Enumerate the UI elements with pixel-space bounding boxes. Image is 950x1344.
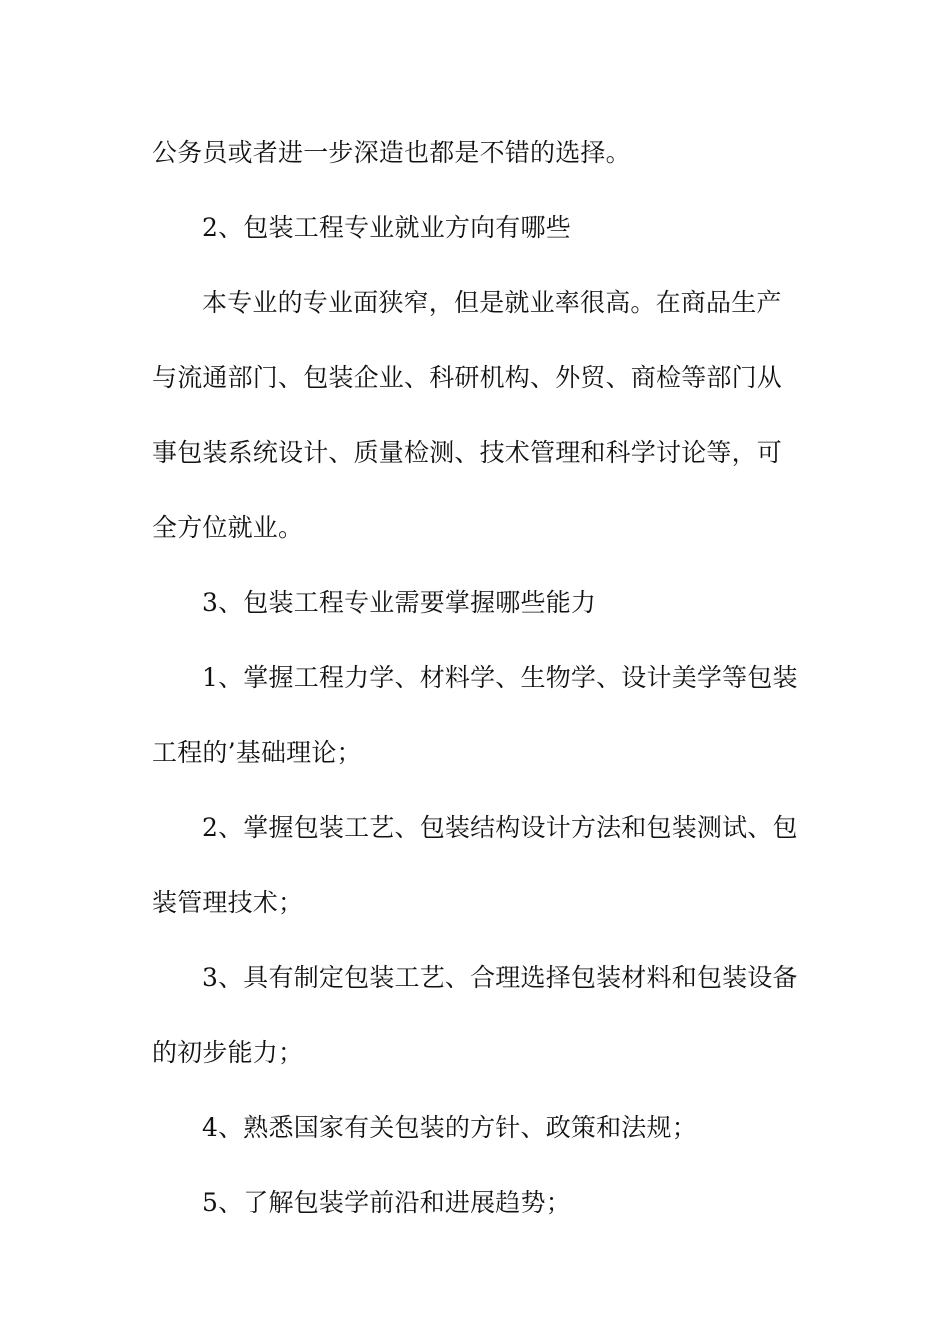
list-item: 5、了解包装学前沿和进展趋势； <box>202 1188 571 1217</box>
text-line: 的初步能力； <box>152 1038 304 1067</box>
text-line: 与流通部门、包装企业、科研机构、外贸、商检等部门从 <box>152 363 783 392</box>
list-item: 1、掌握工程力学、材料学、生物学、设计美学等包装 <box>202 663 798 692</box>
list-item: 2、掌握包装工艺、包装结构设计方法和包装测试、包 <box>202 813 798 842</box>
section-heading: 2、包装工程专业就业方向有哪些 <box>202 213 571 242</box>
list-item: 3、具有制定包装工艺、合理选择包装材料和包装设备 <box>202 963 798 992</box>
text-line: 装管理技术； <box>152 888 304 917</box>
text-line: 本专业的专业面狭窄，但是就业率很高。在商品生产 <box>202 288 782 317</box>
text-line: 公务员或者进一步深造也都是不错的选择。 <box>152 138 631 167</box>
section-heading: 3、包装工程专业需要掌握哪些能力 <box>202 588 597 617</box>
text-line: 全方位就业。 <box>152 513 304 542</box>
list-item: 4、熟悉国家有关包装的方针、政策和法规； <box>202 1113 697 1142</box>
text-line: 工程的’基础理论； <box>152 738 362 767</box>
text-line: 事包装系统设计、质量检测、技术管理和科学讨论等，可 <box>152 438 783 467</box>
